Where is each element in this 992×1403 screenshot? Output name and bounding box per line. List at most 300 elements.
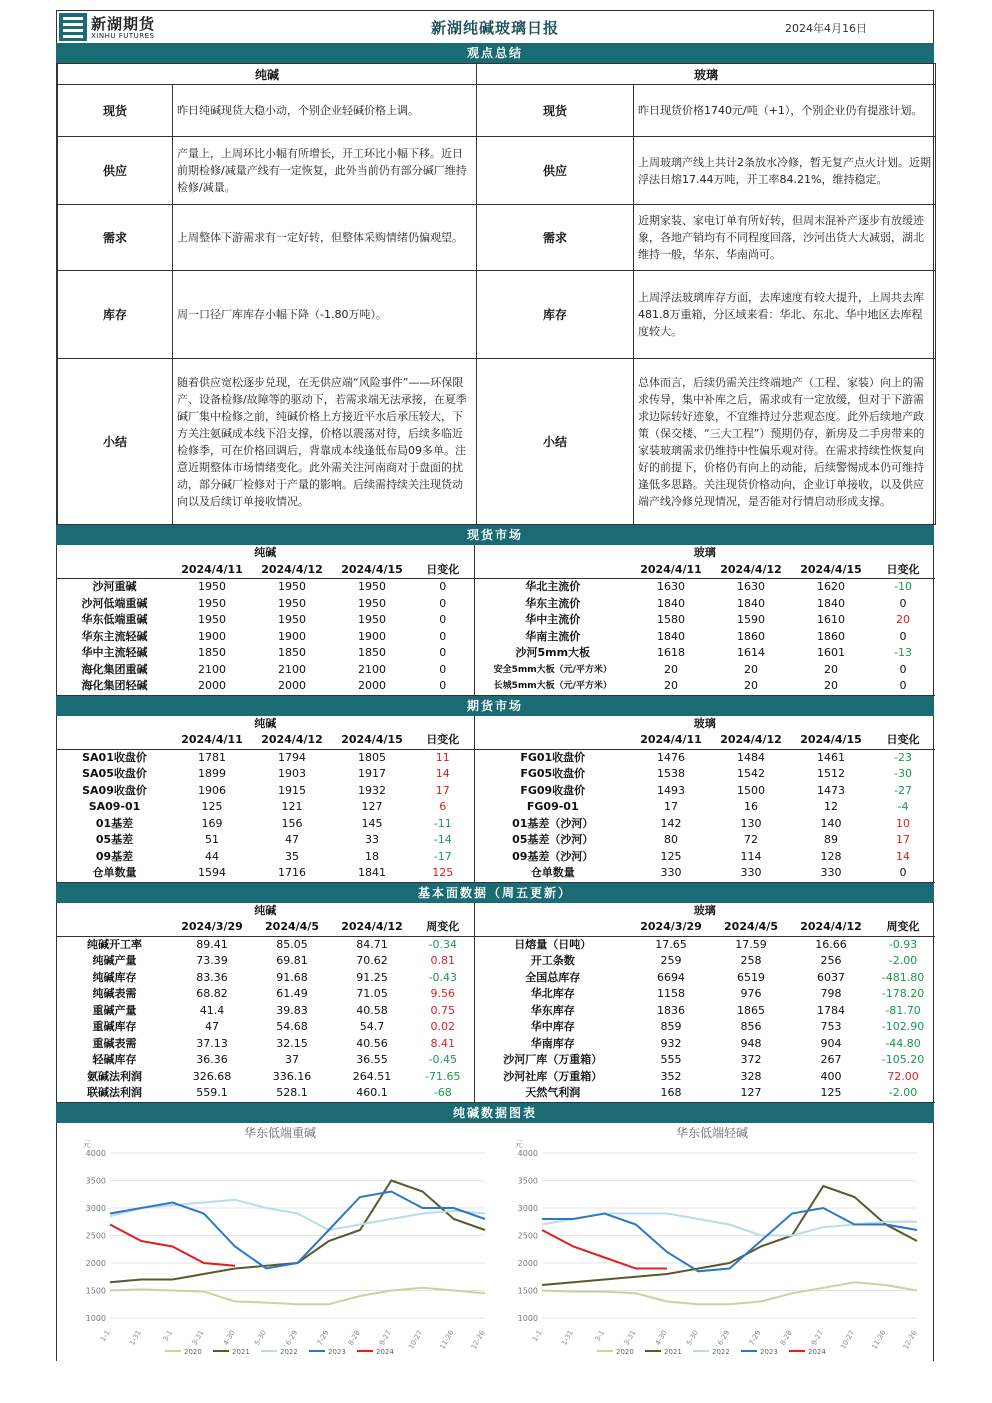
x-tick-label: 7-29 bbox=[747, 1328, 763, 1347]
cell-value: -0.93 bbox=[888, 937, 918, 951]
y-tick-label: 3500 bbox=[85, 1176, 106, 1185]
cell-value: 20 bbox=[664, 662, 678, 676]
cell-value: -102.90 bbox=[881, 1020, 925, 1034]
x-tick-label: 3-1 bbox=[593, 1328, 607, 1343]
table-row bbox=[57, 970, 935, 987]
fundamental-grid bbox=[56, 903, 934, 1103]
column-header: 2024/4/15 bbox=[791, 732, 871, 749]
cell-value: 140 bbox=[820, 816, 842, 830]
table-row bbox=[57, 936, 935, 953]
row-label: 仓单数量 bbox=[474, 865, 631, 882]
y-tick-label: 2000 bbox=[85, 1258, 106, 1268]
cell-value: 1601 bbox=[817, 646, 845, 660]
section-view-bar: 观点总结 bbox=[56, 43, 934, 63]
row-label: 全国总库存 bbox=[525, 970, 581, 984]
view-left-label: 现货 bbox=[58, 85, 173, 137]
view-left-text: 上周整体下游需求有一定好转，但整体采购情绪仍偏观望。 bbox=[173, 205, 477, 271]
table-title-row bbox=[57, 903, 935, 920]
row-label: 华东主流价 bbox=[525, 596, 581, 610]
cell-value: 0 bbox=[412, 662, 474, 679]
cell-value: 91.68 bbox=[276, 970, 308, 984]
cell-value: 0 bbox=[899, 596, 907, 610]
cell-value: 859 bbox=[660, 1020, 682, 1034]
series-line-2023 bbox=[110, 1191, 485, 1268]
cell-value: 1542 bbox=[737, 767, 765, 781]
cell-value: 400 bbox=[820, 1069, 842, 1083]
cell-value: -105.20 bbox=[881, 1053, 925, 1067]
y-tick-label: 1500 bbox=[85, 1286, 106, 1295]
table-row bbox=[57, 783, 935, 800]
y-tick-label: 4000 bbox=[85, 1148, 106, 1158]
left-group-title: 纯碱 bbox=[57, 903, 474, 920]
column-header: 周变化 bbox=[412, 919, 474, 936]
cell-value: 6694 bbox=[657, 970, 685, 984]
cell-value: -71.65 bbox=[412, 1069, 474, 1086]
view-left-label: 需求 bbox=[58, 205, 173, 271]
report-title: 新湖纯碱玻璃日报 bbox=[430, 19, 559, 37]
cell-value: 1590 bbox=[737, 613, 765, 627]
column-header: 2024/4/12 bbox=[791, 919, 871, 936]
cell-value: -23 bbox=[894, 750, 912, 764]
column-header: 2024/4/12 bbox=[332, 919, 412, 936]
row-label: 沙河社库（万重箱） bbox=[503, 1069, 603, 1083]
cell-value: 121 bbox=[281, 800, 303, 814]
column-header: 2024/3/29 bbox=[172, 919, 252, 936]
y-tick-label: 1000 bbox=[85, 1313, 106, 1323]
cell-value: 1493 bbox=[657, 783, 685, 797]
x-tick-label: 9-27 bbox=[378, 1328, 393, 1347]
cell-value: 83.36 bbox=[196, 970, 228, 984]
series-line-2023 bbox=[542, 1208, 917, 1271]
table-row bbox=[57, 1036, 935, 1053]
table-row bbox=[57, 629, 935, 646]
y-tick-label: 3500 bbox=[517, 1176, 538, 1185]
cell-value: 1784 bbox=[817, 1003, 845, 1017]
cell-value: 1906 bbox=[198, 783, 226, 797]
cell-value: 39.83 bbox=[276, 1003, 308, 1017]
view-left-label: 库存 bbox=[58, 271, 173, 359]
cell-value: 352 bbox=[660, 1069, 682, 1083]
cell-value: 80 bbox=[664, 833, 678, 847]
cell-value: 1915 bbox=[278, 783, 306, 797]
legend-label: 2020 bbox=[616, 1347, 634, 1356]
row-label: SA05收盘价 bbox=[82, 767, 147, 781]
x-tick-label: 9-27 bbox=[810, 1328, 825, 1347]
right-header-blank bbox=[474, 562, 631, 579]
row-label: 华中库存 bbox=[530, 1020, 575, 1034]
cell-value: 1473 bbox=[817, 783, 845, 797]
x-tick-label: 11-26 bbox=[870, 1328, 888, 1351]
cell-value: 1900 bbox=[278, 629, 306, 643]
chart-title: 华东低端重碱 bbox=[243, 1125, 317, 1140]
cell-value: 20 bbox=[711, 678, 791, 695]
column-header: 日变化 bbox=[412, 562, 474, 579]
series-line-2021 bbox=[110, 1180, 485, 1282]
cell-value: 145 bbox=[361, 816, 383, 830]
y-tick-label: 3000 bbox=[517, 1203, 538, 1213]
row-label: 重碱库存 bbox=[92, 1020, 137, 1034]
cell-value: 169 bbox=[201, 816, 223, 830]
view-row bbox=[58, 137, 936, 205]
cell-value: 20 bbox=[791, 678, 871, 695]
row-label: 09基差（沙河） bbox=[512, 849, 594, 863]
table-row bbox=[57, 579, 935, 596]
x-tick-label: 4-30 bbox=[221, 1328, 237, 1347]
column-header: 2024/4/12 bbox=[711, 732, 791, 749]
row-label: 氨碱法利润 bbox=[87, 1069, 142, 1083]
cell-value: -13 bbox=[894, 646, 912, 660]
cell-value: -4 bbox=[897, 800, 909, 814]
report-page bbox=[56, 10, 934, 1361]
table-row bbox=[57, 596, 935, 613]
row-label: 海化集团重碱 bbox=[81, 662, 148, 676]
row-label: SA09收盘价 bbox=[82, 783, 147, 797]
cell-value: -14 bbox=[412, 832, 474, 849]
cell-value: 125 bbox=[660, 849, 682, 863]
cell-value: 1950 bbox=[358, 596, 386, 610]
cell-value: 36.55 bbox=[356, 1053, 388, 1067]
row-label: 华东库存 bbox=[530, 1003, 575, 1017]
x-tick-label: 8-28 bbox=[778, 1328, 794, 1347]
y-tick-label: 2500 bbox=[85, 1231, 106, 1240]
row-label: 05基差（沙河） bbox=[512, 833, 594, 847]
cell-value: 54.7 bbox=[359, 1020, 385, 1034]
cell-value: 71.05 bbox=[356, 987, 388, 1001]
row-label: 重碱产量 bbox=[92, 1003, 137, 1017]
cell-value: 1484 bbox=[737, 750, 765, 764]
x-tick-label: 7-29 bbox=[315, 1328, 331, 1347]
x-tick-label: 5-30 bbox=[685, 1328, 700, 1347]
y-tick-label: 1000 bbox=[517, 1313, 538, 1323]
table-row bbox=[57, 612, 935, 629]
x-tick-label: 6-29 bbox=[716, 1328, 732, 1347]
column-header: 2024/4/5 bbox=[711, 919, 791, 936]
row-label: FG01收盘价 bbox=[520, 750, 586, 764]
section-spot-bar: 现货市场 bbox=[56, 525, 934, 545]
right-header-blank bbox=[474, 732, 631, 749]
cell-value: 0 bbox=[412, 629, 474, 646]
cell-value: 330 bbox=[631, 865, 711, 882]
view-right-text: 上周玻璃产线上共计2条放水冷修，暂无复产点火计划。近期浮法日熔17.44万吨，开工率84.21%，维持稳定。 bbox=[634, 137, 936, 205]
cell-value: 20 bbox=[824, 662, 838, 676]
cell-value: 1900 bbox=[198, 629, 226, 643]
cell-value: -81.70 bbox=[885, 1003, 921, 1017]
table-row bbox=[57, 953, 935, 970]
view-right-label: 现货 bbox=[477, 85, 634, 137]
x-tick-label: 3-31 bbox=[622, 1328, 638, 1347]
table-row bbox=[57, 645, 935, 662]
table-title-row bbox=[57, 545, 935, 562]
cell-value: 256 bbox=[820, 954, 842, 968]
report-header bbox=[56, 10, 934, 43]
x-tick-label: 10-27 bbox=[839, 1328, 857, 1351]
cell-value: 20 bbox=[631, 678, 711, 695]
cell-value: 1840 bbox=[657, 596, 685, 610]
cell-value: 44 bbox=[205, 849, 219, 863]
cell-value: 14 bbox=[896, 849, 910, 863]
table-row bbox=[57, 1003, 935, 1020]
cell-value: 17.59 bbox=[735, 937, 767, 951]
cell-value: 1950 bbox=[358, 580, 386, 594]
row-label: 轻碱库存 bbox=[92, 1053, 137, 1067]
legend-label: 2022 bbox=[280, 1347, 298, 1356]
x-tick-label: 1-1 bbox=[99, 1328, 112, 1343]
cell-value: 37 bbox=[285, 1053, 299, 1067]
cell-value: 976 bbox=[740, 987, 762, 1001]
view-right-text: 昨日现货价格1740元/吨（+1），个别企业仍有提涨计划。 bbox=[634, 85, 936, 137]
table-title-row bbox=[57, 716, 935, 733]
cell-value: 0.75 bbox=[412, 1003, 474, 1020]
cell-value: 1840 bbox=[657, 629, 685, 643]
table-row bbox=[57, 662, 935, 679]
cell-value: 1950 bbox=[358, 613, 386, 627]
cell-value: 0 bbox=[899, 662, 907, 676]
cell-value: 336.16 bbox=[272, 1069, 312, 1083]
cell-value: 1950 bbox=[198, 596, 226, 610]
y-tick-label: 3000 bbox=[85, 1203, 106, 1213]
cell-value: 1716 bbox=[252, 865, 332, 882]
y-tick-label: 1500 bbox=[517, 1286, 538, 1295]
cell-value: 555 bbox=[660, 1053, 682, 1067]
view-right-label: 需求 bbox=[477, 205, 634, 271]
cell-value: 1630 bbox=[737, 580, 765, 594]
row-label: 开工条数 bbox=[530, 954, 575, 968]
right-group-title: 玻璃 bbox=[693, 546, 716, 560]
row-label: 华中主流轻碱 bbox=[81, 646, 148, 660]
cell-value: 1899 bbox=[198, 767, 226, 781]
column-header: 2024/4/11 bbox=[631, 732, 711, 749]
cell-value: 1900 bbox=[358, 629, 386, 643]
logo-cn-text: 新湖期货 bbox=[91, 15, 156, 33]
view-left-label: 小结 bbox=[58, 359, 173, 525]
view-right-text: 上周浮法玻璃库存方面，去库速度有较大提升，上周共去库481.8万重箱，分区域来看：华北、东北、华中地区去库程度较大。 bbox=[634, 271, 936, 359]
y-axis-label: 元 bbox=[83, 1139, 91, 1149]
row-label: 长城5mm大板（元/平方米） bbox=[474, 678, 631, 695]
cell-value: 2100 bbox=[278, 662, 306, 676]
cell-value: 1840 bbox=[817, 596, 845, 610]
table-row bbox=[57, 816, 935, 833]
cell-value: 1476 bbox=[657, 750, 685, 764]
column-header: 2024/4/11 bbox=[631, 562, 711, 579]
cell-value: -11 bbox=[412, 816, 474, 833]
cell-value: 1903 bbox=[278, 767, 306, 781]
cell-value: -17 bbox=[412, 849, 474, 866]
cell-value: 142 bbox=[660, 816, 682, 830]
cell-value: 1860 bbox=[737, 629, 765, 643]
table-row bbox=[57, 678, 935, 695]
x-tick-label: 1-1 bbox=[531, 1328, 544, 1343]
cell-value: 2000 bbox=[332, 678, 412, 695]
row-label: 安全5mm大板（元/平方米） bbox=[493, 664, 612, 675]
x-tick-label: 4-30 bbox=[653, 1328, 669, 1347]
cell-value: 528.1 bbox=[252, 1085, 332, 1102]
spot-grid bbox=[56, 545, 934, 696]
column-header: 2024/4/5 bbox=[252, 919, 332, 936]
cell-value: 0 bbox=[412, 596, 474, 613]
row-label: 华东低端重碱 bbox=[81, 613, 148, 627]
cell-value: 33 bbox=[365, 833, 379, 847]
view-table bbox=[57, 63, 936, 525]
row-label: FG09-01 bbox=[526, 800, 579, 814]
x-tick-label: 11-26 bbox=[438, 1328, 456, 1351]
cell-value: 330 bbox=[711, 865, 791, 882]
cell-value: 69.81 bbox=[276, 954, 308, 968]
cell-value: 20 bbox=[896, 613, 910, 627]
left-group-title: 纯碱 bbox=[57, 545, 474, 562]
cell-value: 1580 bbox=[657, 613, 685, 627]
table-row bbox=[57, 1085, 935, 1102]
cell-value: 2000 bbox=[252, 678, 332, 695]
cell-value: 40.58 bbox=[356, 1003, 388, 1017]
section-fundamental-bar: 基本面数据（周五更新） bbox=[56, 883, 934, 903]
view-row bbox=[58, 85, 936, 137]
series-line-2020 bbox=[542, 1282, 917, 1304]
cell-value: 47 bbox=[205, 1020, 219, 1034]
right-group-title: 玻璃 bbox=[693, 716, 716, 730]
cell-value: -0.45 bbox=[412, 1052, 474, 1069]
cell-value: 1512 bbox=[817, 767, 845, 781]
view-row bbox=[58, 359, 936, 525]
cell-value: 1538 bbox=[657, 767, 685, 781]
x-tick-label: 3-31 bbox=[190, 1328, 206, 1347]
view-row bbox=[58, 205, 936, 271]
view-left-text: 昨日纯碱现货大稳小动，个别企业轻碱价格上调。 bbox=[173, 85, 477, 137]
table-header-row bbox=[57, 732, 935, 749]
x-tick-label: 5-30 bbox=[253, 1328, 268, 1347]
table-row bbox=[57, 1019, 935, 1036]
futures-table bbox=[57, 716, 935, 883]
cell-value: 1630 bbox=[657, 580, 685, 594]
cell-value: 1836 bbox=[657, 1003, 685, 1017]
column-header: 2024/4/15 bbox=[332, 732, 412, 749]
row-label: 沙河低端重碱 bbox=[81, 596, 148, 610]
cell-value: 1794 bbox=[278, 750, 306, 764]
view-right-label: 供应 bbox=[477, 137, 634, 205]
cell-value: 37.13 bbox=[196, 1036, 228, 1050]
view-row bbox=[58, 271, 936, 359]
row-label: 华北主流价 bbox=[525, 580, 581, 594]
column-header: 日变化 bbox=[871, 732, 935, 749]
row-label: SA09-01 bbox=[88, 800, 141, 814]
cell-value: 1805 bbox=[358, 750, 386, 764]
cell-value: 89 bbox=[824, 833, 838, 847]
cell-value: -481.80 bbox=[881, 970, 925, 984]
cell-value: 17.65 bbox=[655, 937, 687, 951]
legend-label: 2023 bbox=[760, 1347, 778, 1356]
cell-value: 1950 bbox=[278, 613, 306, 627]
cell-value: 0 bbox=[899, 629, 907, 643]
cell-value: 85.05 bbox=[276, 937, 308, 951]
row-label: FG05收盘价 bbox=[520, 767, 586, 781]
cell-value: 0 bbox=[412, 645, 474, 662]
cell-value: 1950 bbox=[198, 613, 226, 627]
cell-value: 11 bbox=[412, 749, 474, 766]
cell-value: 8.41 bbox=[412, 1036, 474, 1053]
y-tick-label: 4000 bbox=[517, 1148, 538, 1158]
cell-value: 18 bbox=[365, 849, 379, 863]
cell-value: 2100 bbox=[358, 662, 386, 676]
row-label: 沙河厂库（万重箱） bbox=[503, 1053, 603, 1067]
cell-value: 258 bbox=[740, 954, 762, 968]
row-label: 日熔量（日吨） bbox=[514, 937, 592, 951]
legend-label: 2020 bbox=[184, 1347, 202, 1356]
cell-value: 1850 bbox=[358, 646, 386, 660]
cell-value: 1950 bbox=[278, 596, 306, 610]
cell-value: 51 bbox=[205, 833, 219, 847]
cell-value: 16.66 bbox=[815, 937, 847, 951]
x-tick-label: 8-28 bbox=[346, 1328, 362, 1347]
cell-value: 125 bbox=[412, 865, 474, 882]
row-label: 天然气利润 bbox=[474, 1085, 631, 1102]
cell-value: 17 bbox=[896, 833, 910, 847]
table-row bbox=[57, 832, 935, 849]
cell-value: 168 bbox=[631, 1085, 711, 1102]
row-label: FG09收盘价 bbox=[520, 783, 586, 797]
spot-table bbox=[57, 545, 935, 696]
cell-value: 798 bbox=[820, 987, 842, 1001]
x-tick-label: 3-1 bbox=[161, 1328, 175, 1343]
series-line-2024 bbox=[110, 1224, 235, 1265]
cell-value: 1917 bbox=[358, 767, 386, 781]
column-header: 2024/3/29 bbox=[631, 919, 711, 936]
fundamental-table bbox=[57, 903, 935, 1103]
cell-value: 1781 bbox=[198, 750, 226, 764]
view-left-label: 供应 bbox=[58, 137, 173, 205]
right-group-title: 玻璃 bbox=[693, 903, 716, 917]
cell-value: 73.39 bbox=[196, 954, 228, 968]
table-row bbox=[57, 865, 935, 882]
view-right-title: 玻璃 bbox=[477, 64, 936, 85]
left-group-title: 纯碱 bbox=[57, 716, 474, 733]
table-row bbox=[57, 799, 935, 816]
row-label: 纯碱表需 bbox=[92, 987, 137, 1001]
cell-value: 0.02 bbox=[412, 1019, 474, 1036]
cell-value: 0 bbox=[412, 678, 474, 695]
cell-value: -68 bbox=[412, 1085, 474, 1102]
cell-value: 0 bbox=[871, 865, 935, 882]
left-header-blank bbox=[57, 732, 172, 749]
cell-value: 1618 bbox=[657, 646, 685, 660]
view-left-text: 随着供应宽松逐步兑现，在无供应端“风险事件”——环保限产、设备检修/故障等的驱动下，若需求端无法承接，在夏季碱厂集中检修之前，纯碱价格上方接近平水后承压较大，下方关注氨碱成本线下沿支撑，价格以震荡对待，后续多临近检修季，可在价格回调后，背靠成本线逢低布局09多单。注意近期整体市场情绪变化。此外需关注河南商对于盘面的扰动，部分碱厂检修对于产量的影响。后续需持续关注现货动向以及后续订单接收情况。 bbox=[173, 359, 477, 525]
cell-value: 856 bbox=[740, 1020, 762, 1034]
cell-value: 84.71 bbox=[356, 937, 388, 951]
cell-value: 1461 bbox=[817, 750, 845, 764]
cell-value: 330 bbox=[791, 865, 871, 882]
futures-grid bbox=[56, 716, 934, 883]
x-tick-label: 6-29 bbox=[284, 1328, 300, 1347]
row-label: 纯碱开工率 bbox=[87, 937, 142, 951]
cell-value: 904 bbox=[820, 1036, 842, 1050]
cell-value: 372 bbox=[740, 1053, 762, 1067]
cell-value: 125 bbox=[201, 800, 223, 814]
cell-value: -30 bbox=[894, 767, 912, 781]
cell-value: 40.56 bbox=[356, 1036, 388, 1050]
y-tick-label: 2000 bbox=[517, 1258, 538, 1268]
cell-value: -10 bbox=[894, 580, 912, 594]
table-row bbox=[57, 849, 935, 866]
cell-value: 32.15 bbox=[276, 1036, 308, 1050]
cell-value: 35 bbox=[285, 849, 299, 863]
cell-value: -0.43 bbox=[412, 970, 474, 987]
x-tick-label: 10-27 bbox=[407, 1328, 425, 1351]
cell-value: 559.1 bbox=[172, 1085, 252, 1102]
cell-value: 127 bbox=[711, 1085, 791, 1102]
row-label: 重碱表需 bbox=[92, 1036, 137, 1050]
table-row bbox=[57, 986, 935, 1003]
view-left-title: 纯碱 bbox=[58, 64, 477, 85]
cell-value: 1860 bbox=[817, 629, 845, 643]
row-label: 纯碱产量 bbox=[92, 954, 137, 968]
